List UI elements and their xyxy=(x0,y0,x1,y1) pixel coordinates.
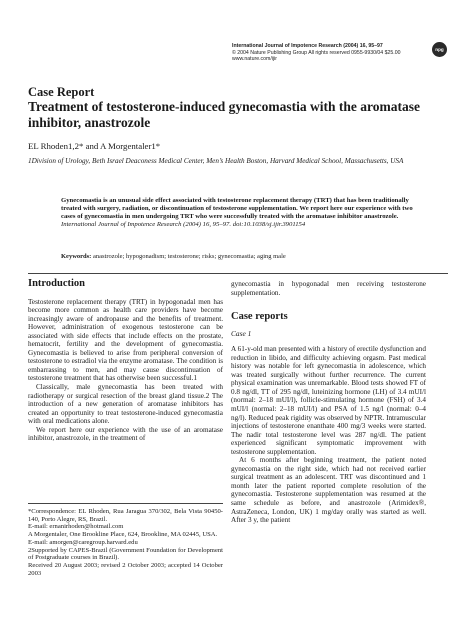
journal-header xyxy=(232,43,432,63)
copyright-line: © 2004 Nature Publishing Group All rights reserved 0955-9930/04 $25.00 xyxy=(232,49,401,56)
section-divider xyxy=(28,273,448,274)
abstract xyxy=(61,197,413,229)
received-dates: Received 20 August 2003; revised 2 October 2003; accepted 14 October 2003 xyxy=(28,561,223,577)
correspondence-note: *Correspondence: EL Rhoden, Rua Jaragua 370/302, Bela Vista 90450-140, Porto Alegre, RS, Brazil. xyxy=(28,508,223,523)
left-column xyxy=(28,280,223,443)
author-list: EL Rhoden1,2* and A Morgentaler1* xyxy=(28,141,161,151)
article-citation: International Journal of Impotence Research (2004) 16, 95–97. doi:10.1038/sj.ijir.3901154 xyxy=(61,221,306,229)
affiliation: 1Division of Urology, Beth Israel Deaconess Medical Center, Men’s Health Boston, Harvard Medical School, Massachusetts, USA xyxy=(28,157,404,165)
email-morgentaler[interactable]: E-mail: amorgen@caregroup.harvard.edu xyxy=(28,538,138,546)
case-1-paragraph-1: A 61-y-old man presented with a history of erectile dysfunction and reduction in libido, and difficulty achieving orgasm. Past medical history was notable for left gynecomastia in adolescence, which was treated surgically without further recurrence. The current physical examination was unremarkable. Blood tests showed FT of 0.8 ng/dl, TT of 295 ng/dl, luteinizing hormone (LH) of 3.4 mUI/l (normal: 2–18 mUI/l), follicle-stimulating hormone (FSH) of 3.4 mUI/l (normal: 2–18 mUI/l) and PSA of 1.5 ng/l (normal: 0–4 ng/l). Reduced peak rigidity was observed by NPTR. Intramuscular injections of testosterone enanthate 400 mg/3 weeks were started. The nadir total testosterone level was 287 ng/dl. The patient experienced significant symptomatic improvement with testosterone supplementation. xyxy=(231,345,426,456)
case-1-heading: Case 1 xyxy=(231,328,252,338)
case-1-paragraph-2: At 6 months after beginning treatment, the patient noted gynecomastia on the right side, which had not received earlier surgical treatment as an adolescent. TRT was discontinued and 1 month later the patient reported complete resolution of the gynecomastia. Testosterone supplementation was resumed at the same schedule as before, and anastrozole (Arimidex®, AstraZeneca, London, UK) 1 mg/day orally was started as well. After 3 y, the patient xyxy=(231,456,426,525)
intro-paragraph-1: Testosterone replacement therapy (TRT) in hypogonadal men has become more common as health care providers have become increasingly aware of andropause and the benefits of treatment. However, administration of exogenous testosterone can be associated with side effects that include effects on the prostate, hematocrit, fertility and the development of gynecomastia. Gynecomastia is believed to arise from peripheral conversion of testosterone to estradiol via the enzyme aromatase. The condition is embarrassing to men, and may cause discontinuation of testosterone treatment that has otherwise been successful.1 xyxy=(28,297,223,383)
funding-note: 2Supported by CAPES-Brazil (Government Foundation for Development of Postgraduate courses in Brazil). xyxy=(28,546,223,562)
intro-continuation: gynecomastia in hypogonadal men receiving testosterone supplementation. xyxy=(231,280,426,297)
footnote-divider xyxy=(28,503,223,504)
footnotes xyxy=(28,508,223,577)
article-title: Treatment of testosterone-induced gynecomastia with the aromatase inhibitor, anastrozole xyxy=(28,99,420,130)
abstract-text: Gynecomastia is an unusual side effect associated with testosterone replacement therapy (TRT) that has been traditionally treated with surgery, radiation, or discontinuation of testosterone supplementation. We report here our experience with two cases of gynecomastia in men undergoing TRT who were successfully treated with the aromatase inhibitor anastrozole. xyxy=(61,197,413,221)
keywords xyxy=(61,253,421,260)
correspondence-note-2: A Morgentaler, One Brookline Place, 624, Brookline, MA 02445, USA. xyxy=(28,531,218,539)
journal-citation-line: International Journal of Impotence Research (2004) 16, 95–97 xyxy=(232,43,383,49)
case-reports-heading: Case reports xyxy=(231,311,288,323)
right-column xyxy=(231,280,426,525)
intro-paragraph-2: Classically, male gynecomastia has been treated with radiotherapy or surgical resection of the breast gland tissue.2 The introduction of a new generation of aromatase inhibitors has created an opportunity to treat testosterone-induced gynecomastia with oral medications alone. xyxy=(28,383,223,426)
email-rhoden[interactable]: E-mail: ernanirhoden@hotmail.com xyxy=(28,523,124,531)
intro-paragraph-3: We report here our experience with the use of an aromatase inhibitor, anastrozole, in the treatment of xyxy=(28,425,223,443)
keywords-label: Keywords: xyxy=(61,253,92,260)
npg-logo: npg xyxy=(432,42,447,57)
introduction-heading: Introduction xyxy=(28,278,85,289)
keywords-list: anastrozole; hypogonadism; testosterone; risks; gynecomastia; aging male xyxy=(92,253,286,260)
section-label: Case Report xyxy=(28,85,95,99)
journal-url[interactable]: www.nature.com/ijir xyxy=(232,56,277,63)
